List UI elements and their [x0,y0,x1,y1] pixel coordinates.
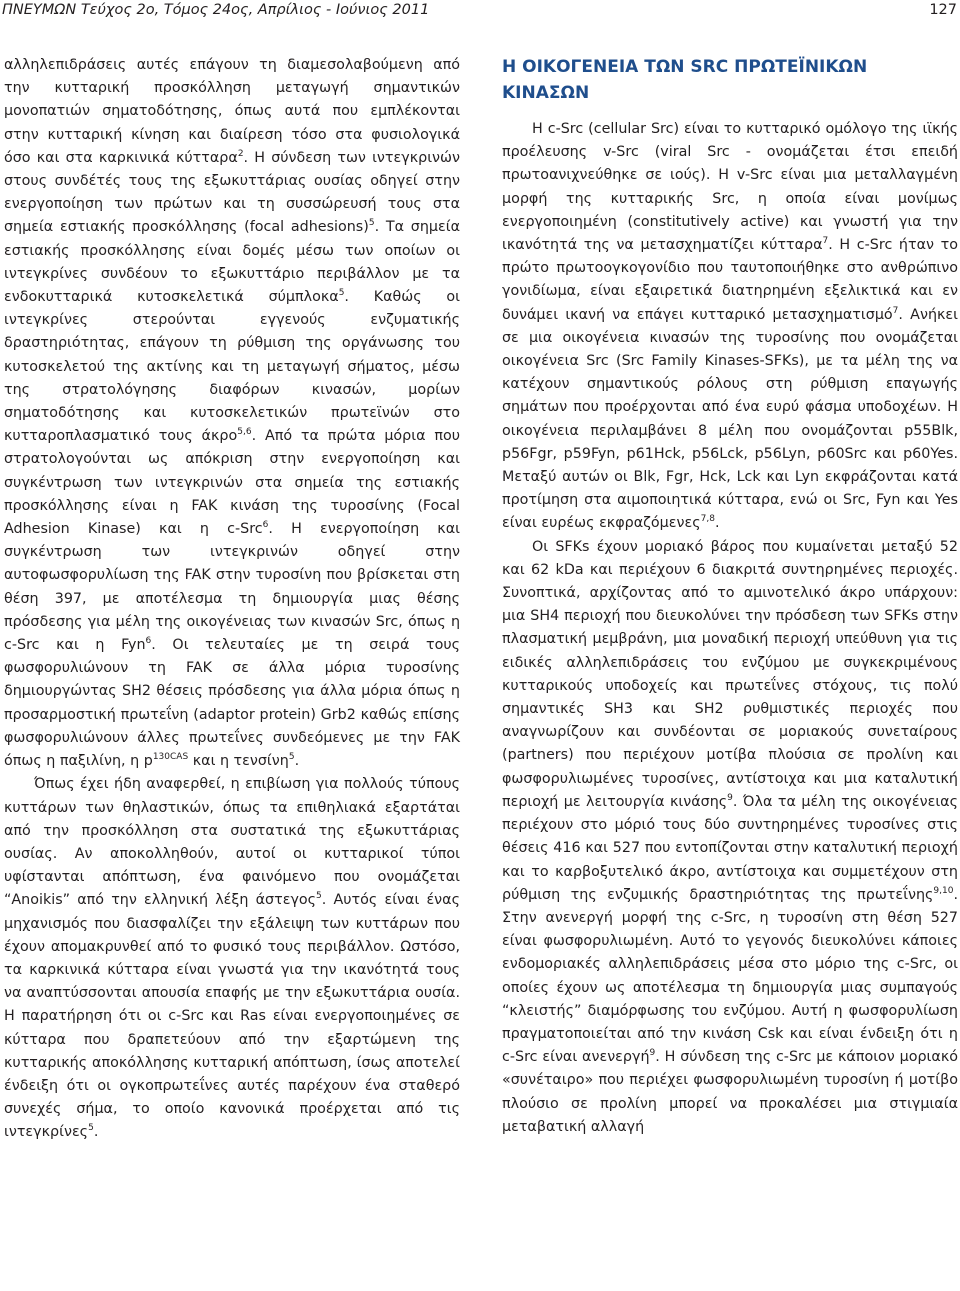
left-paragraph-2: Όπως έχει ήδη αναφερθεί, η επιβίωση για πολλούς τύπους κυττάρων των θηλαστικών, όπως τα επιθηλιακά εξαρτάται από την προσκόλληση στα συστατικά της εξωκυττάριας ουσίας. Αν αποκολληθούν, αυτοί οι κυτταρικοί τύποι υφίστανται απόπτωση, ένα φαινόμενο που ονομάζεται “Anoikis” από την ελληνική λέξη άστεγος$^5$. Αυτός είναι ένας μηχανισμός που διασφαλίζει την εξάλειψη των κυττάρων που έχουν απομακρυνθεί από το φυσικό τους περιβάλλον. Ωστόσο, τα καρκινικά κύτταρα είναι γνωστά για την ικανότητά τους να αναπτύσσονται απουσία επαφής με την εξωκυττάρια ουσία. Η παρατήρηση ότι οι c-Src και Ras είναι ενεργοποιημένες σε κύτταρα που δραπετεύουν από την εξαρτώμενη της κυτταρικής αποκόλλησης κυτταρική απόπτωση, ίσως αποτελεί ένδειξη ότι οι ογκοπρωτεΐνες αυτές παρέχουν ένα σταθερό συνεχές σήμα, το οποίο κανονικά προέρχεται από τις ιντεγκρίνες$^5$. [4,776,460,1141]
journal-title: ΠΝΕΥΜΩΝ Τεύχος 2ο, Τόμος 24ος, Απρίλιος - Ιούνιος 2011 [2,2,430,18]
left-column [4,54,460,1145]
left-paragraph-1: αλληλεπιδράσεις αυτές επάγουν τη διαμεσολαβούμενη από την κυτταρική προσκόλληση μεταγωγή σημαντικών μονοπατιών σηματοδότησης, όπως αυτά που εμπλέκονται στην κυτταρική κίνηση και διαίρεση τόσο στα φυσιολογικά όσο και στα καρκινικά κύτταρα$^2$. Η σύνδεση των ιντεγκρινών στους συνδέτές τους της εξωκυττάριας ουσίας οδηγεί στην ενεργοποίηση των πρώτων και τη συσσώρευσή τους στα σημεία εστιακής προσκόλλησης (focal adhesions)$^5$. Τα σημεία εστιακής προσκόλλησης είναι δομές μέσω των οποίων οι ιντεγκρίνες συνδέουν το εξωκυττάριο περιβάλλον με τα ενδοκυτταρικά κυτοσκελετικά σύμπλοκα$^5$. Καθώς οι ιντεγκρίνες στερούνται εγγενούς ενζυματικής δραστηριότητας, επάγουν τη ρύθμιση της οργάνωσης του κυτοσκελετού της ακτίνης και τη μεταγωγή σήματος, μέσω της στρατολόγησης διαφόρων κινασών, μορίων σηματοδότησης και κυτοσκελετικών πρωτεϊνών στο κυτταροπλασματικό τους άκρο$^{5,6}$. Από τα πρώτα μόρια που στρατολογούνται ως απόκριση στην ενεργοποίηση και συγκέντρωση των ιντεγκρινών στα σημεία της εστιακής προσκόλλησης είναι η FAK κινάση της τυροσίνης (Focal Adhesion Kinase) και η c-Src$^6$. Η ενεργοποίηση και συγκέντρωση των ιντεγκρινών οδηγεί στην αυτοφωσφορυλίωση της FAK στην τυροσίνη που βρίσκεται στη θέση 397, με αποτέλεσμα τη δημιουργία μιας θέσης πρόσδεσης για μέλη της οικογένειας των κινασών Src, όπως η c-Src και η Fyn$^6$. Οι τελευταίες με τη σειρά τους φωσφορυλιώνουν τη FAK σε άλλα μόρια τυροσίνης δημιουργώντας SH2 θέσεις πρόσδεσης για άλλα μόρια όπως η προσαρμοστική πρωτεΐνη (adaptor protein) Grb2 καθώς επίσης φωσφορυλιώνουν άλλες πρωτεΐνες συνδεόμενες με την FAK όπως η παξιλίνη, η $p^{130CAS}$ και η τενσίνη$^5$. [4,57,461,770]
page-header [0,0,960,30]
right-paragraph-1: Η c-Src (cellular Src) είναι το κυτταρικό ομόλογο της ιϊκής προέλευσης v-Src (viral Src - ονομάζεται έτσι επειδή πρωτοανιχνεύθηκε σε ιούς). Η v-Src είναι μια μεταλλαγμένη μορφή της κυτταρικής Src, η οποία είναι μονίμως ενεργοποιημένη (constitutively active) και γνωστή για την ικανότητά της να μετασχηματίζει κύτταρα$^7$. Η c-Src ήταν το πρώτο πρωτοογκογονίδιο που ταυτοποιήθηκε στο ανθρώπινο γονιδίωμα, είναι εξαιρετικά διατηρημένη εξελικτικά και εν δυνάμει ικανή να επάγει κυτταρικό μετασχηματισμό$^7$. Ανήκει σε μια οικογένεια κινασών της τυροσίνης που ονομάζεται οικογένεια Src (Src Family Kinases-SFKs), με τα μέλη της να κατέχουν σημαντικούς ρόλους στη ρύθμιση επαγωγής σημάτων που προέρχονται από ένα ευρύ φάσμα υποδοχέων. Η οικογένεια περιλαμβάνει 8 μέλη που ονομάζονται p55Blk, p56Fgr, p59Fyn, p61Hck, p56Lck, p56Lyn, p60Src και p60Yes. Μεταξύ αυτών οι Blk, Fgr, Hck, Lck και Lyn εκφράζονται κατά προτίμηση στα αιμοποιητικά κύτταρα, ενώ οι Src, Fyn και Yes είναι ευρέως εκφραζόμενες$^{7,8}$. [502,121,958,532]
right-paragraph-2: Οι SFKs έχουν μοριακό βάρος που κυμαίνεται μεταξύ 52 και 62 kDa και περιέχουν 6 διακριτά συντηρημένες περιοχές. Συνοπτικά, αρχίζοντας από το αμινοτελικό άκρο υπάρχουν: μια SH4 περιοχή που διευκολύνει την πρόσδεση των SFKs στην πλασματική μεμβράνη, μια μοναδική περιοχή υπεύθυνη για τις ειδικές αλληλεπιδράσεις του ενζύμου με συγκεκριμένους κυτταρικούς υποδοχείς και πρωτεΐνες στόχους, τις πολύ σημαντικές SH3 και SH2 ρυθμιστικές περιοχές που αναγνωρίζουν και συνδέονται σε μοριακούς συνεταίρους (partners) που περιέχουν μοτίβα πλούσια σε προλίνη και φωσφορυλιωμένες τυροσίνες, αντίστοιχα και μια καταλυτική περιοχή με λειτουργία κινάσης$^9$. Όλα τα μέλη της οικογένειας περιέχουν στο μόριό τους δύο συντηρημένες τυροσίνες στις θέσεις 416 και 527 που εντοπίζονται στην καταλυτική περιοχή και το καρβοξυτελικό άκρο, αντίστοιχα και συμμετέχουν στη ρύθμιση της ενζυμικής δραστηριότητας της πρωτεΐνης$^{9,10}$. Στην ανενεργή μορφή της c-Src, η τυροσίνη στη θέση 527 είναι φωσφορυλιωμένη. Αυτό το γεγονός διευκολύνει κάποιες ενδομοριακές αλληλεπιδράσεις μέσα στο μόριο της c-Src, οι οποίες έχουν ως αποτέλεσμα τη δημιουργία μιας συμπαγούς “κλειστής” διαμόρφωσης του ενζύμου. Αυτή η φωσφορυλίωση πραγματοποιείται από την κινάση Csk και είναι ένδειξη ότι η c-Src είναι ανενεργή$^9$. Η σύνδεση της c-Src με κάποιον μοριακό «συνέταιρο» που περιέχει φωσφορυλιωμένη τυροσίνη ή μοτίβο πλούσιο σε προλίνη μπορεί να προκαλέσει μια στιγμιαία μεταβατική αλλαγή [502,538,958,1135]
page-number: 127 [929,2,957,18]
right-column [502,54,958,1139]
section-heading: Η ΟΙΚΟΓΕΝΕΙΑ ΤΩΝ SRC ΠΡΩΤΕΪΝΙΚΩΝ ΚΙΝΑΣΩΝ [502,57,868,103]
